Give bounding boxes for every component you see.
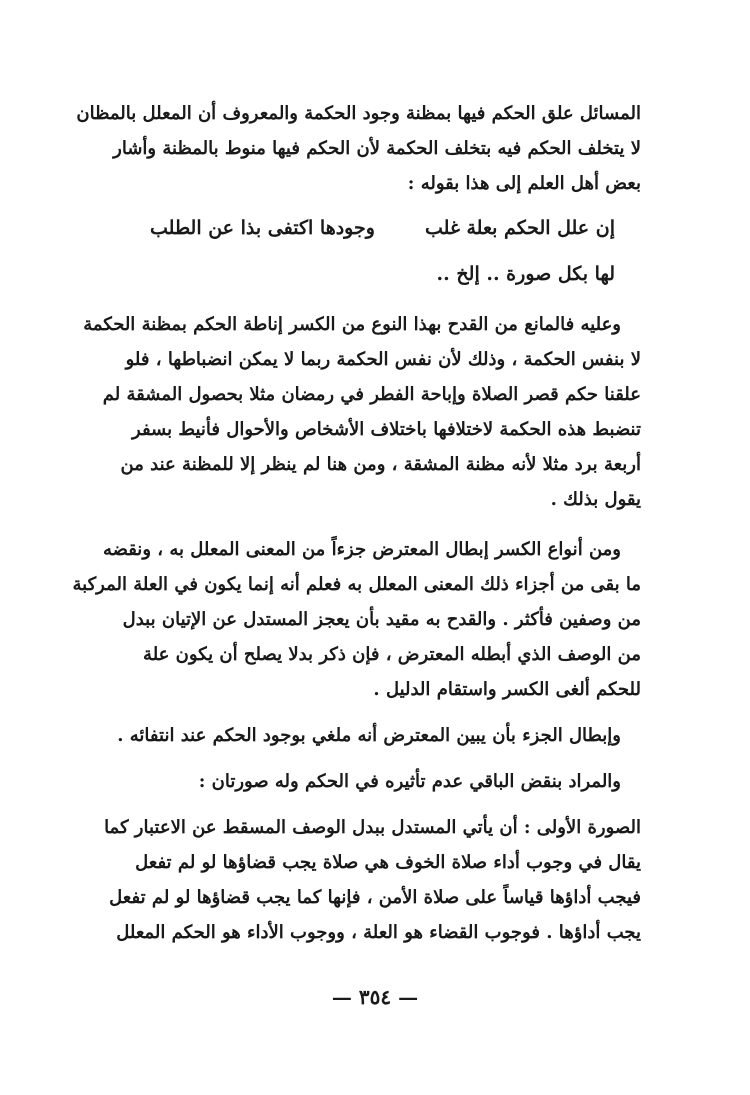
paragraph-3 (72, 532, 641, 707)
text-line: يقول بذلك . (550, 489, 641, 510)
text-line: والمراد بنقض الباقي عدم تأثيره في الحكم وله صورتان : (198, 771, 621, 792)
paragraph-4 (117, 718, 641, 753)
verse-second-hemistich: وجودها اكتفى بذا عن الطلب (150, 217, 375, 239)
paragraph-5 (128, 764, 641, 799)
page-number: — ٣٥٤ — (331, 985, 419, 1009)
text-line: وعليه فالمانع من القدح بهذا النوع من الكسر إناطة الحكم بمظنة الحكمة (83, 314, 621, 335)
text-line: الصورة الأولى : أن يأتي المستدل ببدل الوصف المسقط عن الاعتبار كما (104, 817, 641, 838)
text-line: يجب أداؤها . فوجوب القضاء هو العلة ، ووجوب الأداء هو الحكم المعلل (116, 922, 641, 943)
verse-first-hemistich: إن علل الحكم بعلة غلب (425, 217, 615, 239)
text-line: لا يتخلف الحكم فيه بتخلف الحكمة لأن الحكم فيها منوط بالمظنة وأشار (113, 138, 641, 159)
text-line: وإبطال الجزء بأن يبين المعترض أنه ملغي بوجود الحكم عند انتفائه . (117, 725, 621, 746)
text-line: من وصفين فأكثر . والقدح به مقيد بأن يعجز المستدل عن الإتيان ببدل (122, 609, 641, 630)
text-line: فيجب أداؤها قياساً على صلاة الأمن ، فإنها كما يجب قضاؤها لو لم تفعل (109, 887, 641, 908)
paragraph-6 (104, 810, 641, 950)
text-line: علقنا حكم قصر الصلاة وإباحة الفطر في رمضان مثلا بحصول المشقة لم (102, 384, 641, 405)
text-line: لا بنفس الحكمة ، وذلك لأن نفس الحكمة ربما لا يمكن انضباطها ، فلو (125, 349, 641, 370)
text-line: ومن أنواع الكسر إبطال المعترض جزءاً من المعنى المعلل به ، ونقضه (102, 539, 621, 560)
text-line: تنضبط هذه الحكمة لاختلافها باختلاف الأشخاص والأحوال فأنيط بسفر (132, 419, 641, 440)
text-line: للحكم ألغى الكسر واستقام الدليل . (373, 679, 641, 700)
paragraph-2 (83, 307, 641, 517)
paragraph-1 (76, 96, 641, 201)
text-line: أربعة برد مثلا لأنه مظنة المشقة ، ومن هنا لم ينظر إلا للمظنة عند من (120, 454, 641, 475)
verse-continuation: لها بكل صورة .. إلخ .. (436, 263, 615, 285)
text-line: بعض أهل العلم إلى هذا بقوله : (407, 173, 641, 194)
text-line: يقال في وجوب أداء صلاة الخوف هي صلاة يجب قضاؤها لو لم تفعل (135, 852, 641, 873)
text-line: المسائل علق الحكم فيها بمظنة وجود الحكمة والمعروف أن المعلل بالمظان (76, 103, 641, 124)
text-line: ما بقى من أجزاء ذلك المعنى المعلل به فعلم أنه إنما يكون في العلة المركبة (72, 574, 641, 595)
text-line: من الوصف الذي أبطله المعترض ، فإن ذكر بدلا يصلح أن يكون علة (143, 644, 641, 665)
